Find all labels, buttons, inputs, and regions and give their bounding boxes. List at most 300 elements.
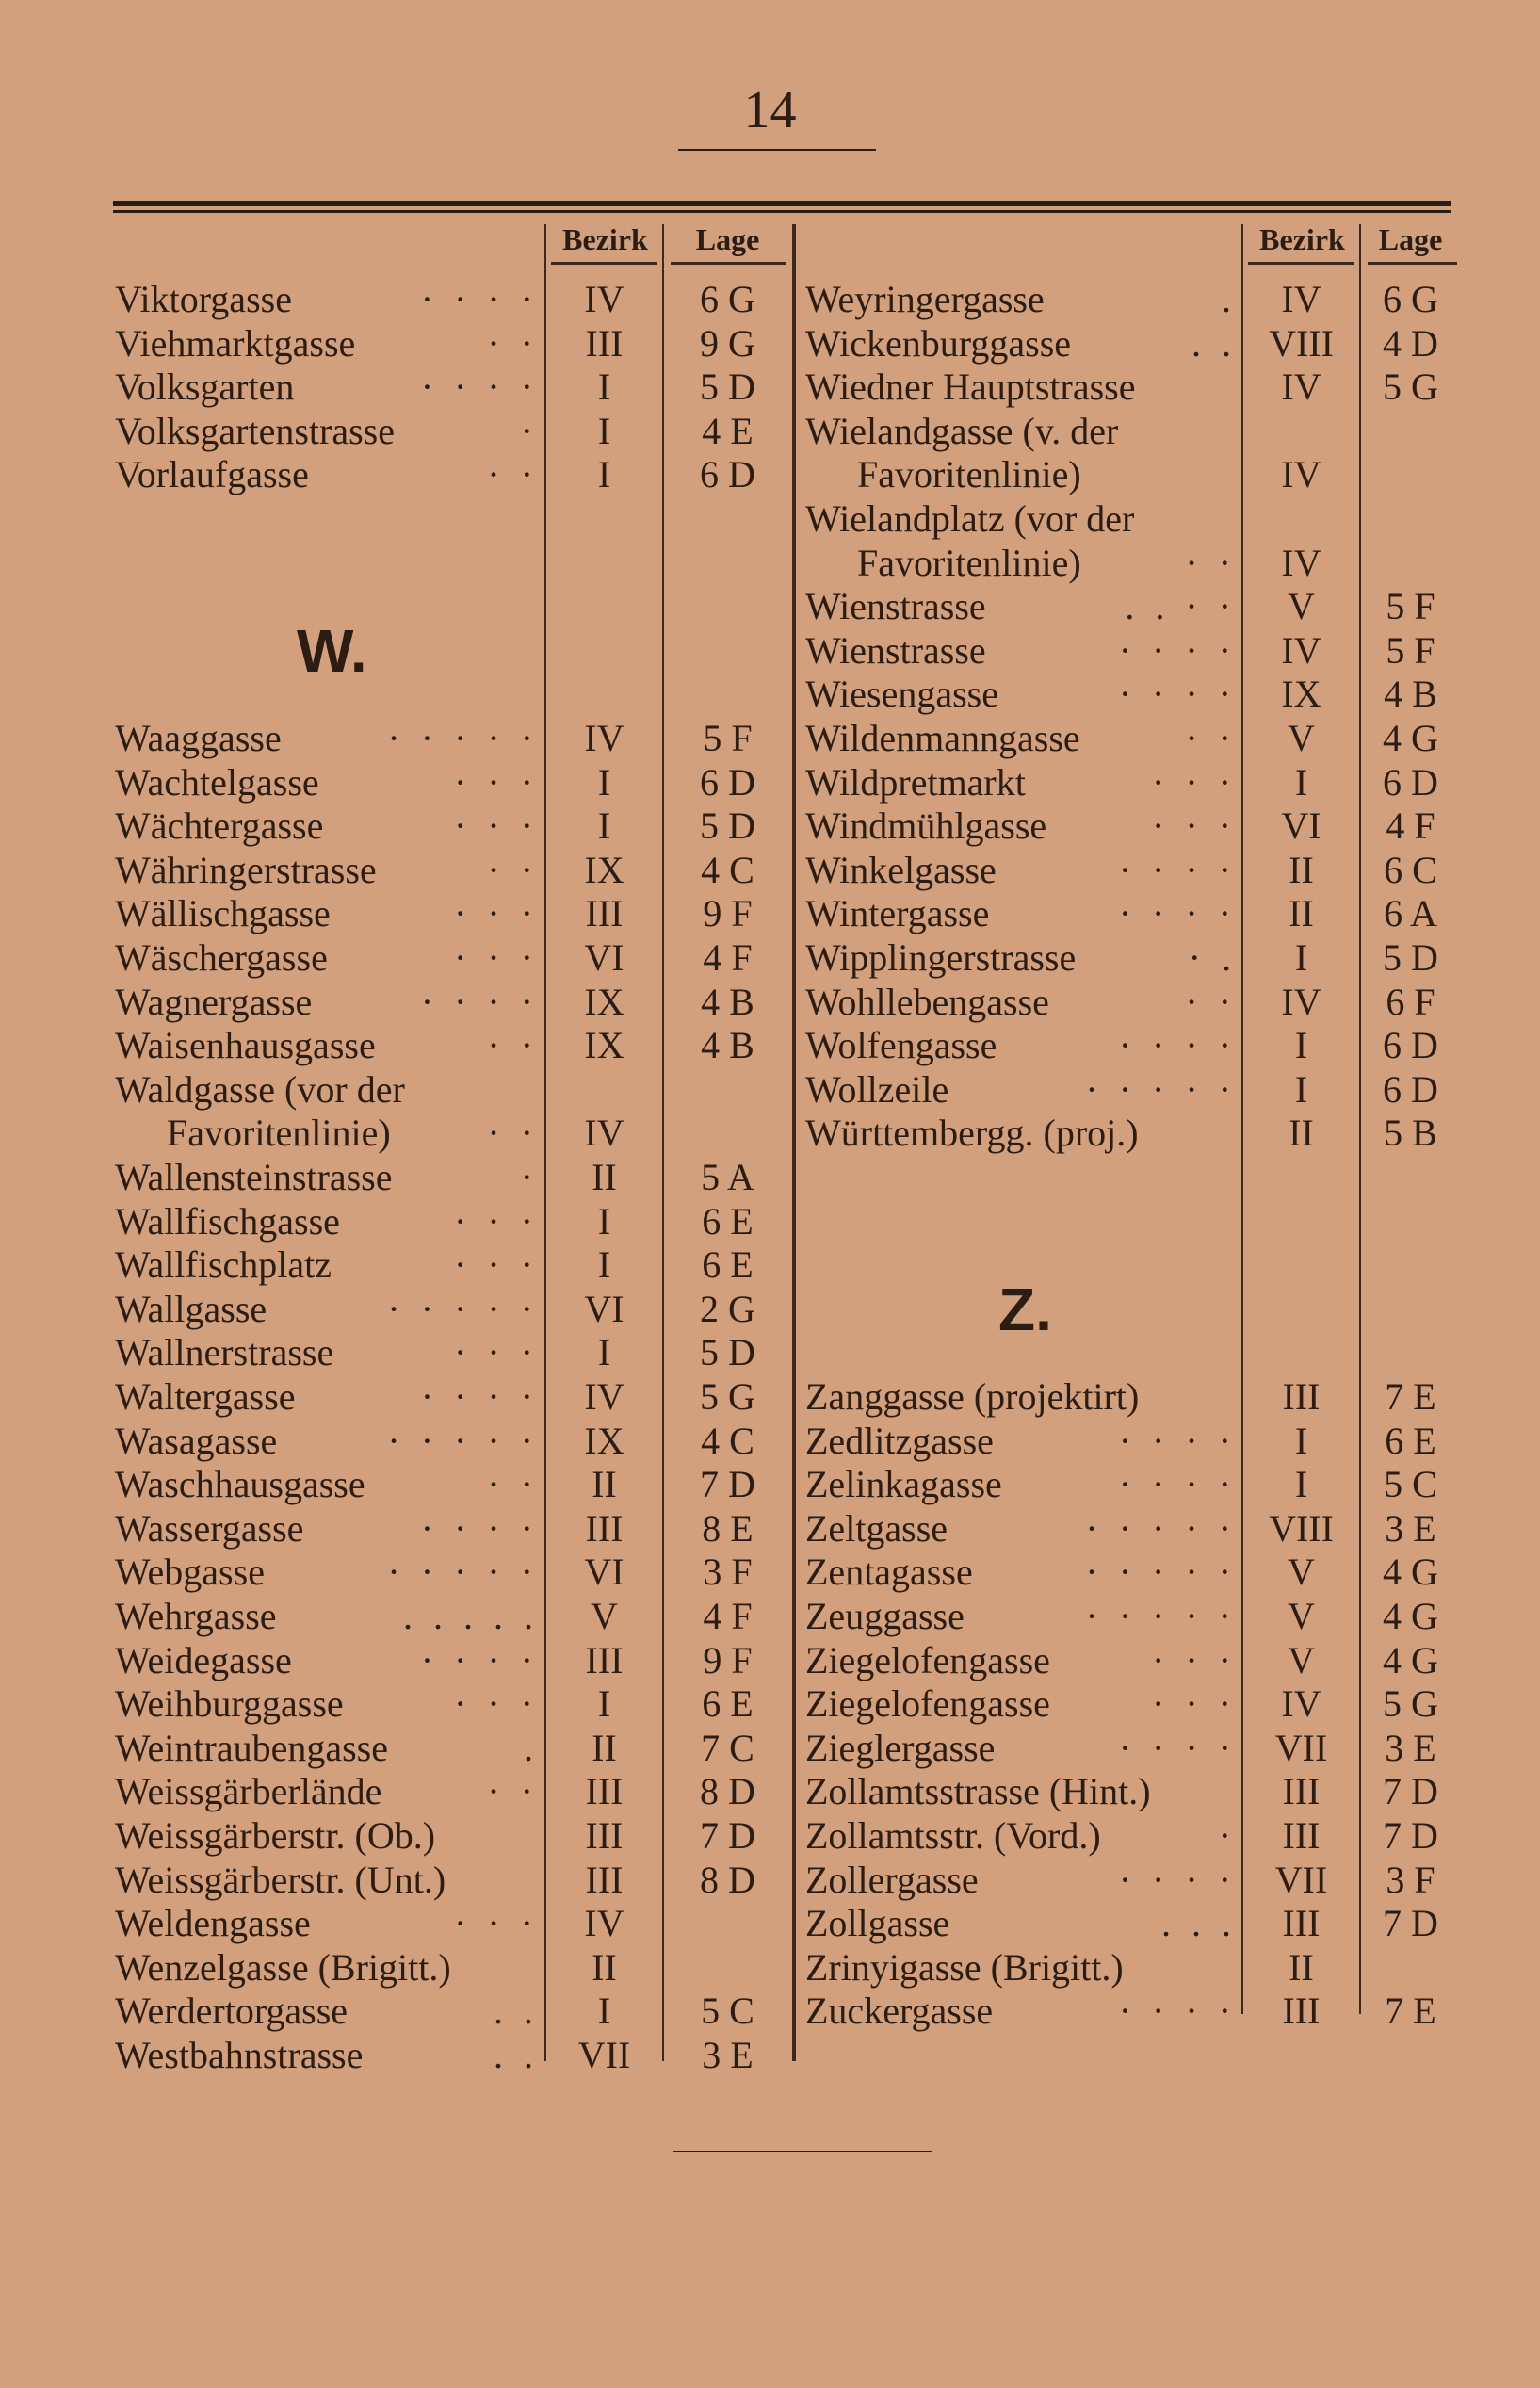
street-name: Zollamtsstrasse (Hint.) (805, 1770, 1151, 1813)
street-name-cell (115, 1068, 539, 1113)
street-name-cell (805, 673, 1237, 717)
street-name-cell (115, 2034, 539, 2078)
street-name: Wachtelgasse (115, 760, 319, 804)
street-name: Zentagasse (805, 1551, 973, 1594)
street-name: Wollzeile (805, 1067, 949, 1111)
bezirk-value: IX (584, 1024, 624, 1067)
street-name: Wäschergasse (115, 936, 328, 979)
street-name: Volksgartenstrasse (115, 409, 395, 452)
street-name-cell (805, 804, 1237, 849)
bezirk-value: V (1288, 717, 1315, 759)
lage-value: 6 E (702, 1682, 754, 1726)
street-name-cell (115, 1682, 539, 1727)
street-name: Wallfischplatz (115, 1243, 332, 1287)
bezirk-value: III (585, 1638, 624, 1681)
leader-dots: · (520, 409, 539, 452)
street-name: Währingerstrasse (115, 848, 377, 891)
street-name: Waaggasse (115, 717, 282, 759)
leader-dots: · · · · (1118, 673, 1237, 716)
lage-value: 3 F (703, 1551, 753, 1594)
leader-dots: · · · · (1118, 1990, 1237, 2033)
street-name: Waltergasse (115, 1375, 296, 1418)
street-name: Webgasse (115, 1551, 265, 1594)
bezirk-value: IX (584, 980, 624, 1023)
leader-dots (531, 1068, 539, 1113)
street-name-cell (805, 366, 1237, 410)
leader-dots: · · · (1152, 804, 1237, 848)
street-name-cell (805, 1814, 1237, 1859)
street-name: Wiedner Hauptstrasse (805, 366, 1136, 409)
bezirk-value: IV (584, 717, 624, 759)
street-name-cell (115, 1770, 539, 1814)
street-name: Wipplingerstrasse (805, 936, 1077, 979)
bezirk-value: IV (1281, 453, 1321, 496)
street-name-cell (805, 629, 1237, 674)
bezirk-value: I (1294, 760, 1308, 804)
leader-dots: · · (487, 1770, 539, 1813)
bezirk-value: II (592, 1463, 617, 1506)
leader-dots (531, 1859, 539, 1903)
street-name: Wildpretmarkt (805, 760, 1026, 804)
street-name: Waisenhausgasse (115, 1024, 376, 1067)
lage-value: 5 F (1386, 628, 1435, 672)
leader-dots: · · (487, 848, 539, 891)
bezirk-value: VI (584, 1551, 624, 1594)
lage-value: 4 F (703, 1595, 753, 1637)
bezirk-value: II (592, 1156, 617, 1198)
leader-dots (1229, 497, 1237, 542)
street-name-cell (115, 892, 539, 936)
street-name-cell (805, 1682, 1237, 1727)
street-name: Wehrgasse (115, 1595, 277, 1637)
leader-dots: · · (487, 453, 539, 496)
street-name: Weldengasse (115, 1902, 311, 1945)
leader-dots: · · · (454, 760, 539, 804)
lage-value: 5 C (1384, 1463, 1437, 1506)
lage-value: 6 A (1384, 892, 1437, 935)
bezirk-value: III (585, 1770, 624, 1813)
leader-dots: · · · · (1118, 892, 1237, 935)
bezirk-value: III (585, 1814, 624, 1857)
lage-value: 8 D (700, 1858, 755, 1901)
street-name-cell (115, 453, 539, 497)
street-name-cell (805, 717, 1237, 761)
street-name-cell (805, 1727, 1237, 1771)
lage-value: 4 C (701, 1419, 754, 1462)
street-name-cell (115, 761, 539, 805)
bezirk-value: I (597, 409, 611, 452)
street-name: Zanggasse (projektirt) (805, 1375, 1140, 1418)
bezirk-value: IV (1281, 628, 1321, 672)
street-name-cell (805, 497, 1237, 542)
street-name: Zeltgasse (805, 1506, 948, 1550)
lage-value: 7 C (701, 1726, 754, 1769)
leader-dots: . . (1191, 321, 1237, 365)
leader-dots: · · · (454, 1331, 539, 1374)
lage-value: 6 D (1383, 1024, 1438, 1067)
street-name-cell (115, 278, 539, 322)
street-name-cell (167, 1112, 539, 1156)
street-name: Wallgasse (115, 1287, 267, 1330)
lage-value: 5 B (1384, 1112, 1437, 1155)
leader-dots: · · · · (1118, 1419, 1237, 1462)
street-name: Wielandgasse (v. der (805, 409, 1119, 452)
street-name-cell (805, 1375, 1237, 1420)
bezirk-value: I (597, 1199, 611, 1243)
street-name: Wohllebengasse (805, 980, 1049, 1023)
street-name: Weihburggasse (115, 1682, 344, 1726)
street-name-cell (115, 804, 539, 849)
bezirk-value: V (1288, 1551, 1315, 1594)
street-name-cell (115, 1859, 539, 1903)
street-name: Wallfischgasse (115, 1199, 340, 1243)
header-underline (671, 262, 786, 265)
header-lage-right: Lage (1378, 222, 1443, 256)
bezirk-value: II (592, 1726, 617, 1769)
leader-dots (1229, 1375, 1237, 1420)
street-name-cell (805, 1946, 1237, 1990)
lage-value: 4 B (701, 980, 754, 1023)
leader-dots: · · · · · (1085, 1595, 1237, 1637)
lage-value: 7 E (1385, 1375, 1436, 1418)
street-name-cell (115, 1463, 539, 1507)
leader-dots: . (524, 1726, 539, 1769)
lage-value: 6 D (1383, 1067, 1438, 1111)
street-name-cell (115, 1200, 539, 1244)
leader-dots: · · (1185, 541, 1237, 584)
street-name-cell (115, 1156, 539, 1200)
leader-dots: · · · · (1118, 848, 1237, 891)
bezirk-value: V (1288, 1638, 1315, 1681)
bezirk-value: III (1282, 1814, 1321, 1857)
bezirk-value: I (597, 453, 611, 496)
bezirk-value: I (597, 366, 611, 409)
street-name: Waschhausgasse (115, 1463, 365, 1506)
leader-dots: · · · · (1118, 1726, 1237, 1769)
lage-value: 5 F (703, 717, 753, 759)
street-name: Wienstrasse (805, 628, 986, 672)
leader-dots: · · · · (1118, 628, 1237, 672)
street-name: Zuckergasse (805, 1990, 994, 2033)
street-name-cell (115, 1243, 539, 1288)
street-name-cell (805, 1507, 1237, 1551)
lage-value: 6 D (700, 760, 755, 804)
leader-dots: · · · (454, 1243, 539, 1287)
bezirk-value: VI (1281, 804, 1321, 848)
bezirk-value: VIII (1269, 1506, 1334, 1550)
street-name-cell (115, 717, 539, 761)
street-name-cell (805, 1639, 1237, 1683)
bezirk-value: III (585, 321, 624, 365)
leader-dots: · (1218, 1814, 1237, 1857)
lage-value: 6 G (700, 278, 755, 320)
street-name: Wagnergasse (115, 980, 313, 1023)
page-number: 14 (743, 81, 797, 139)
leader-dots: · · · (454, 1902, 539, 1945)
leader-dots (531, 1814, 539, 1859)
bottom-rule (673, 2151, 932, 2152)
leader-dots: · · · · · (387, 717, 539, 759)
street-name-cell (805, 278, 1237, 322)
street-name: Weissgärberstr. (Unt.) (115, 1858, 446, 1901)
street-name-cell (805, 981, 1237, 1025)
street-name-cell (115, 1551, 539, 1595)
lage-value: 5 D (1383, 936, 1438, 979)
center-divider (792, 224, 796, 2061)
lage-value: 9 F (703, 1638, 753, 1681)
street-name: Zelinkagasse (805, 1463, 1002, 1506)
lage-value: 5 G (1383, 366, 1438, 409)
street-name: Zollergasse (805, 1858, 979, 1901)
street-name: Viktorgasse (115, 278, 292, 320)
street-name: Wienstrasse (805, 585, 986, 628)
bezirk-value: I (1294, 1024, 1308, 1067)
leader-dots: · · · · · (387, 1287, 539, 1330)
bezirk-value: III (1282, 1770, 1321, 1813)
leader-dots: · · (487, 321, 539, 365)
street-name: Wiesengasse (805, 673, 998, 716)
bezirk-value: III (1282, 1375, 1321, 1418)
leader-dots: · · · (454, 1682, 539, 1726)
street-name: Wallnerstrasse (115, 1331, 334, 1374)
leader-dots: · · · · (420, 278, 539, 320)
leader-dots: · · · · · (1085, 1506, 1237, 1550)
lage-value: 5 D (700, 1331, 755, 1374)
bezirk-value: III (585, 1858, 624, 1901)
street-name-cell (805, 892, 1237, 936)
street-name-cell (805, 1902, 1237, 1946)
bezirk-value: IX (584, 1419, 624, 1462)
bezirk-value: III (585, 892, 624, 935)
bezirk-value: IV (584, 1902, 624, 1945)
street-name: Weintraubengasse (115, 1726, 388, 1769)
street-name: Vorlaufgasse (115, 453, 309, 496)
lage-value: 7 D (700, 1463, 755, 1506)
street-name: Waldgasse (vor der (115, 1067, 405, 1111)
bezirk-value: IV (1281, 278, 1321, 320)
street-name-cell (115, 1990, 539, 2034)
street-name-cell (115, 1946, 539, 1990)
leader-dots: · · (1185, 717, 1237, 759)
street-name-cell (805, 1990, 1237, 2034)
street-name: Zollamtsstr. (Vord.) (805, 1814, 1101, 1857)
lage-value: 5 D (700, 366, 755, 409)
lage-value: 5 G (1383, 1682, 1438, 1726)
street-name: Wasagasse (115, 1419, 278, 1462)
street-name-cell (805, 761, 1237, 805)
top-double-rule-thin (113, 210, 1451, 213)
leader-dots: · · · (454, 1199, 539, 1243)
leader-dots: · · · · (1118, 1024, 1237, 1067)
lage-value: 5 A (701, 1156, 754, 1198)
street-name-cell (805, 936, 1237, 981)
lage-value: 3 F (1386, 1858, 1435, 1901)
street-name: Weidegasse (115, 1638, 292, 1681)
bezirk-value: II (1289, 1945, 1314, 1989)
bezirk-value: I (597, 804, 611, 848)
street-name: Wächtergasse (115, 804, 324, 848)
street-name-cell (115, 1727, 539, 1771)
lage-value: 3 E (702, 2034, 754, 2076)
bezirk-value: IX (1281, 673, 1321, 716)
leader-dots: · . (1188, 936, 1237, 979)
leader-dots: · · · (454, 892, 539, 935)
lage-value: 6 G (1383, 278, 1438, 320)
header-lage-left: Lage (695, 222, 760, 256)
lage-value: 4 C (701, 848, 754, 891)
bezirk-value: I (597, 760, 611, 804)
section-heading: W. (297, 616, 367, 685)
leader-dots: · · · · · (1085, 1551, 1237, 1594)
bezirk-value: VII (1274, 1858, 1328, 1901)
bezirk-value: VI (584, 936, 624, 979)
leader-dots (1229, 1770, 1237, 1814)
leader-dots: · · (487, 1024, 539, 1067)
street-name-cell (115, 1420, 539, 1464)
bezirk-value: VII (577, 2034, 631, 2076)
leader-dots: · · · · (1118, 1858, 1237, 1901)
lage-value: 7 E (1385, 1990, 1436, 2033)
lage-value: 4 G (1383, 1551, 1438, 1594)
street-name-cell (805, 1463, 1237, 1507)
street-name-cell (805, 585, 1237, 629)
street-name-cell (115, 1639, 539, 1683)
header-bezirk-right: Bezirk (1259, 222, 1345, 256)
lage-value: 5 F (1386, 585, 1435, 628)
street-name: Weissgärberstr. (Ob.) (115, 1814, 436, 1857)
street-name: Zeuggasse (805, 1595, 965, 1637)
lage-value: 7 D (1383, 1902, 1438, 1945)
lage-value: 6 E (702, 1199, 754, 1243)
lage-value: 7 D (1383, 1814, 1438, 1857)
leader-dots (1229, 1946, 1237, 1990)
leader-dots: · · · (454, 804, 539, 848)
lage-value: 4 G (1383, 717, 1438, 759)
bezirk-value: IX (584, 848, 624, 891)
lage-value: 8 D (700, 1770, 755, 1813)
street-name-cell (805, 1420, 1237, 1464)
street-name-cell (115, 410, 539, 454)
lage-value: 4 F (703, 936, 753, 979)
bezirk-value: II (1289, 1112, 1314, 1155)
leader-dots: . . . . . (403, 1595, 539, 1637)
bezirk-value: IV (584, 1112, 624, 1155)
street-name: Wielandplatz (vor der (805, 497, 1135, 540)
street-name-cell (115, 1902, 539, 1946)
bezirk-value: II (1289, 848, 1314, 891)
leader-dots (1229, 453, 1237, 497)
bezirk-value: IV (1281, 1682, 1321, 1726)
street-name-cell (805, 1551, 1237, 1595)
street-name: Werdertorgasse (115, 1990, 349, 2033)
header-bezirk-left: Bezirk (562, 222, 648, 256)
street-name-cell (805, 1024, 1237, 1068)
bezirk-value: I (597, 1682, 611, 1726)
bezirk-value: V (591, 1595, 618, 1637)
bezirk-value: VII (1274, 1726, 1328, 1769)
street-name: Wallensteinstrasse (115, 1156, 393, 1198)
leader-dots: · · · · (420, 1375, 539, 1418)
street-name: Wickenburggasse (805, 321, 1072, 365)
lage-value: 5 C (701, 1990, 754, 2033)
bezirk-value: IV (1281, 366, 1321, 409)
bezirk-value: III (585, 1506, 624, 1550)
lage-value: 7 D (700, 1814, 755, 1857)
street-name: Favoritenlinie) (167, 1112, 391, 1155)
lage-value: 9 G (700, 321, 755, 365)
street-name: Ziegelofengasse (805, 1682, 1050, 1726)
leader-dots: · · · · (420, 366, 539, 409)
leader-dots: · · · · (1118, 1463, 1237, 1506)
street-name-cell (115, 1288, 539, 1332)
street-name-cell (115, 1595, 539, 1639)
street-name-cell (805, 1112, 1237, 1156)
lage-value: 4 G (1383, 1595, 1438, 1637)
street-name: Zieglergasse (805, 1726, 996, 1769)
leader-dots: · · · (1152, 1682, 1237, 1726)
leader-dots (531, 1946, 539, 1990)
leader-dots: · · · (454, 936, 539, 979)
lage-value: 4 F (1386, 804, 1435, 848)
street-name-cell (115, 366, 539, 410)
bezirk-value: I (1294, 1463, 1308, 1506)
street-name: Wintergasse (805, 892, 990, 935)
header-underline (1368, 262, 1457, 265)
lage-value: 3 E (1385, 1506, 1436, 1550)
street-name-cell (115, 322, 539, 366)
leader-dots: . . . (1161, 1902, 1237, 1945)
bezirk-value: IV (1281, 980, 1321, 1023)
street-name: Wenzelgasse (Brigitt.) (115, 1945, 451, 1989)
leader-dots (1229, 410, 1237, 454)
leader-dots: · (520, 1156, 539, 1198)
leader-dots: · · · · (420, 1506, 539, 1550)
bezirk-value: I (1294, 936, 1308, 979)
leader-dots: . . (494, 2034, 539, 2076)
leader-dots: · · · · · (387, 1551, 539, 1594)
street-name: Wassergasse (115, 1506, 304, 1550)
lage-value: 6 E (702, 1243, 754, 1287)
bezirk-value: I (597, 1990, 611, 2033)
lage-value: 4 B (701, 1024, 754, 1067)
street-name: Zrinyigasse (Brigitt.) (805, 1945, 1124, 1989)
street-name-cell (115, 1814, 539, 1859)
street-name-cell (805, 849, 1237, 893)
lage-value: 2 G (700, 1287, 755, 1330)
leader-dots: · · · · · (1085, 1067, 1237, 1111)
leader-dots: · · · (1152, 760, 1237, 804)
bezirk-value: IV (584, 1375, 624, 1418)
leader-dots (1229, 1112, 1237, 1156)
street-name: Weissgärberlände (115, 1770, 382, 1813)
lage-value: 6 D (1383, 760, 1438, 804)
street-name: Westbahnstrasse (115, 2034, 364, 2076)
bezirk-value: V (1288, 1595, 1315, 1637)
lage-value: 4 D (1383, 321, 1438, 365)
bezirk-value: II (1289, 892, 1314, 935)
section-heading: Z. (998, 1275, 1052, 1343)
lage-value: 6 C (1384, 848, 1437, 891)
street-name-cell (805, 1770, 1237, 1814)
lage-value: 8 E (702, 1506, 754, 1550)
street-name-cell (115, 981, 539, 1025)
lage-value: 4 E (702, 409, 754, 452)
leader-dots: · · (487, 1463, 539, 1506)
lage-value: 3 E (1385, 1726, 1436, 1769)
street-name-cell (115, 849, 539, 893)
leader-dots: · · (1185, 980, 1237, 1023)
lage-value: 6 D (700, 453, 755, 496)
